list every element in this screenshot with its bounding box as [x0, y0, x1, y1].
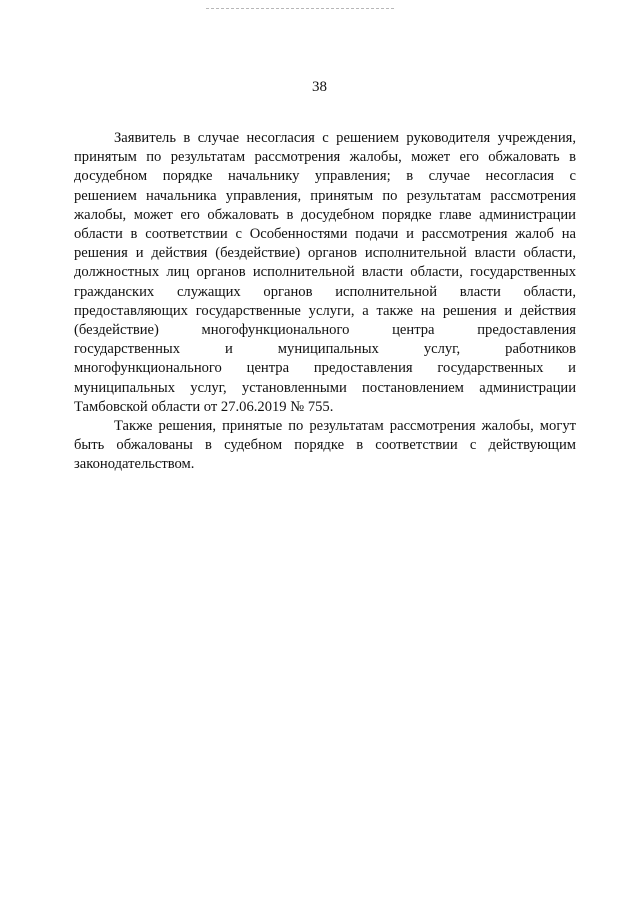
text-line: предоставляющих государственные услуги, а также на решения и действия: [74, 302, 576, 319]
text-line: гражданских служащих органов исполнительной власти области,: [74, 283, 576, 300]
text-line: должностных лиц органов исполнительной власти области, государственных: [74, 264, 576, 281]
text-line: решения и действия (бездействие) органов исполнительной власти области,: [74, 245, 576, 262]
text-line: области в соответствии с Особенностями подачи и рассмотрения жалоб на: [74, 226, 576, 243]
text-line: Тамбовской области от 27.06.2019 № 755.: [74, 398, 334, 415]
text-line: Также решения, принятые по результатам рассмотрения жалобы, могут: [114, 418, 576, 435]
text-line: (бездействие) многофункционального центра предоставления: [74, 322, 576, 339]
page-number: 38: [312, 79, 327, 95]
text-line: принятым по результатам рассмотрения жалобы, может его обжаловать в: [74, 149, 576, 166]
text-line: государственных и муниципальных услуг, работников: [74, 341, 576, 358]
text-line: многофункционального центра предоставления государственных и: [74, 360, 576, 377]
text-line: муниципальных услуг, установленными постановлением администрации: [74, 379, 576, 396]
document-body: [74, 129, 576, 475]
text-line: досудебном порядке начальнику управления; в случае несогласия с: [74, 168, 576, 185]
text-line: законодательством.: [74, 456, 195, 473]
paragraph-appeal-procedure: [74, 129, 576, 417]
text-line: решением начальника управления, принятым по результатам рассмотрения: [74, 187, 576, 204]
scan-edge-mark: [206, 8, 394, 9]
paragraph-judicial-appeal: [74, 417, 576, 475]
text-line: быть обжалованы в судебном порядке в соответствии с действующим: [74, 437, 576, 454]
text-line: жалобы, может его обжаловать в досудебном порядке главе администрации: [74, 206, 576, 223]
text-line: Заявитель в случае несогласия с решением руководителя учреждения,: [114, 130, 576, 146]
